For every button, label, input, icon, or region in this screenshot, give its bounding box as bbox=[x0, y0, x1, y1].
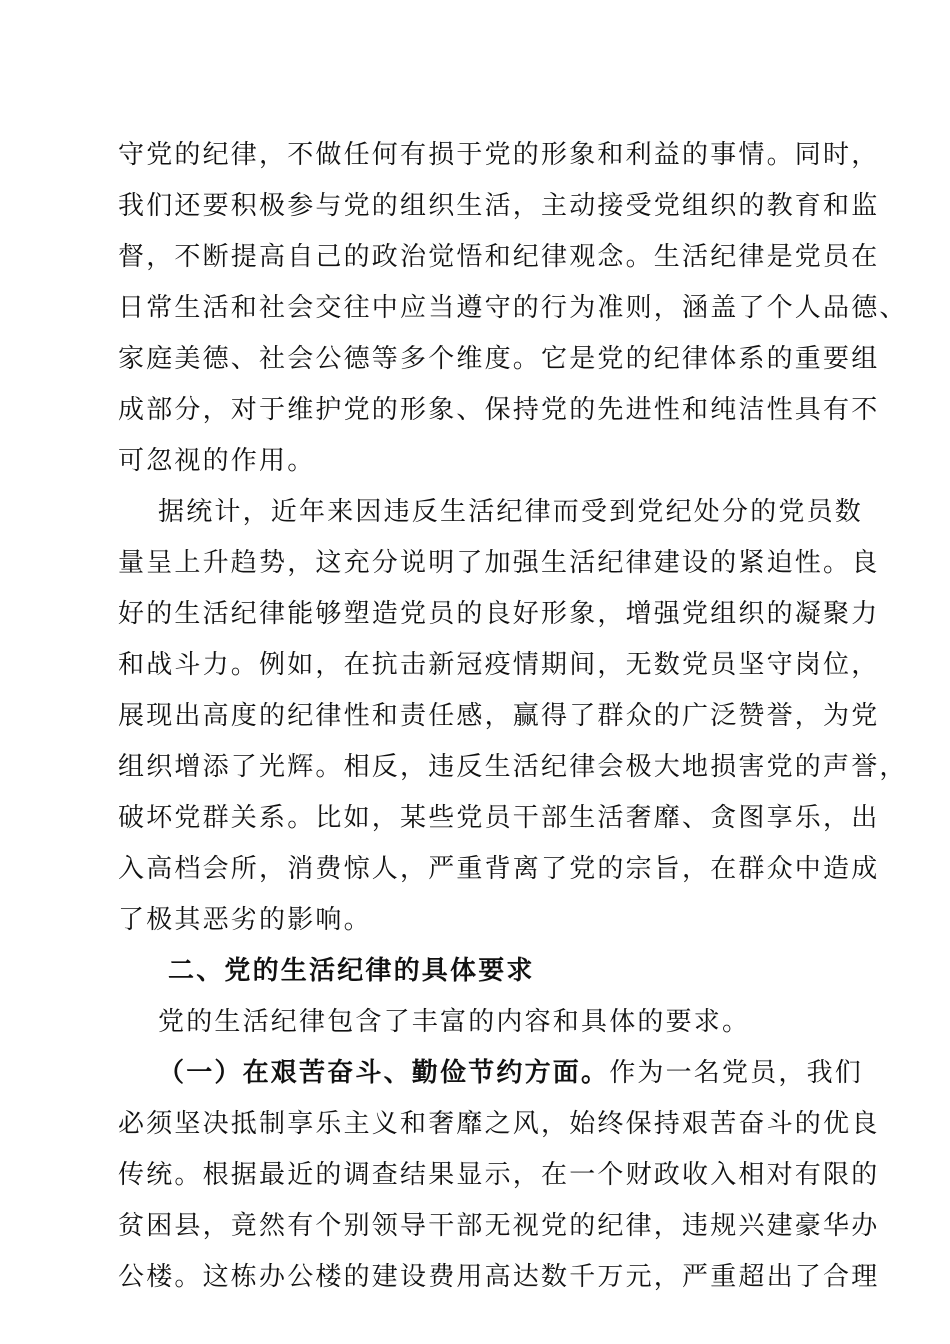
paragraph-4-first-line-rest: 作为一名党员，我们 bbox=[609, 1058, 864, 1088]
paragraph-4-line: 贫困县，竟然有个别领导干部无视党的纪律，违规兴建豪华办 bbox=[118, 1211, 880, 1241]
paragraph-1-line: 守党的纪律，不做任何有损于党的形象和利益的事情。同时， bbox=[118, 140, 880, 170]
document-body bbox=[118, 130, 908, 1303]
paragraph-1-line: 日常生活和社会交往中应当遵守的行为准则，涵盖了个人品德、 bbox=[118, 293, 908, 323]
paragraph-2-line: 破坏党群关系。比如，某些党员干部生活奢靡、贪图享乐，出 bbox=[118, 803, 880, 833]
paragraph-4-line: 公楼。这栋办公楼的建设费用高达数千万元，严重超出了合理 bbox=[118, 1262, 880, 1292]
paragraph-2-line: 好的生活纪律能够塑造党员的良好形象，增强党组织的凝聚力 bbox=[118, 599, 880, 629]
paragraph-2-line: 展现出高度的纪律性和责任感，赢得了群众的广泛赞誉，为党 bbox=[118, 701, 880, 731]
paragraph-2-line: 据统计，近年来因违反生活纪律而受到党纪处分的党员数 bbox=[158, 497, 864, 527]
paragraph-1-line: 成部分，对于维护党的形象、保持党的先进性和纯洁性具有不 bbox=[118, 395, 880, 425]
paragraph-1-line: 督，不断提高自己的政治觉悟和纪律观念。生活纪律是党员在 bbox=[118, 242, 880, 272]
paragraph-1-line: 可忽视的作用。 bbox=[118, 446, 316, 476]
paragraph-2-line: 了极其恶劣的影响。 bbox=[118, 905, 372, 935]
subsection-lead: （一）在艰苦奋斗、勤俭节约方面。 bbox=[158, 1058, 610, 1088]
paragraph-4-first-line bbox=[118, 1048, 864, 1099]
section-heading: 二、党的生活纪律的具体要求 bbox=[168, 956, 535, 986]
paragraph-2-line: 入高档会所，消费惊人，严重背离了党的宗旨，在群众中造成 bbox=[118, 854, 880, 884]
paragraph-2-line: 组织增添了光辉。相反，违反生活纪律会极大地损害党的声誉， bbox=[118, 752, 908, 782]
paragraph-1-line: 我们还要积极参与党的组织生活，主动接受党组织的教育和监 bbox=[118, 191, 880, 221]
paragraph-1-line: 家庭美德、社会公德等多个维度。它是党的纪律体系的重要组 bbox=[118, 344, 880, 374]
paragraph-4-line: 必须坚决抵制享乐主义和奢靡之风，始终保持艰苦奋斗的优良 bbox=[118, 1109, 880, 1139]
paragraph-3-line: 党的生活纪律包含了丰富的内容和具体的要求。 bbox=[158, 1007, 751, 1037]
paragraph-4-line: 传统。根据最近的调查结果显示，在一个财政收入相对有限的 bbox=[118, 1160, 880, 1190]
paragraph-2-line: 量呈上升趋势，这充分说明了加强生活纪律建设的紧迫性。良 bbox=[118, 548, 880, 578]
paragraph-2-line: 和战斗力。例如，在抗击新冠疫情期间，无数党员坚守岗位， bbox=[118, 650, 880, 680]
